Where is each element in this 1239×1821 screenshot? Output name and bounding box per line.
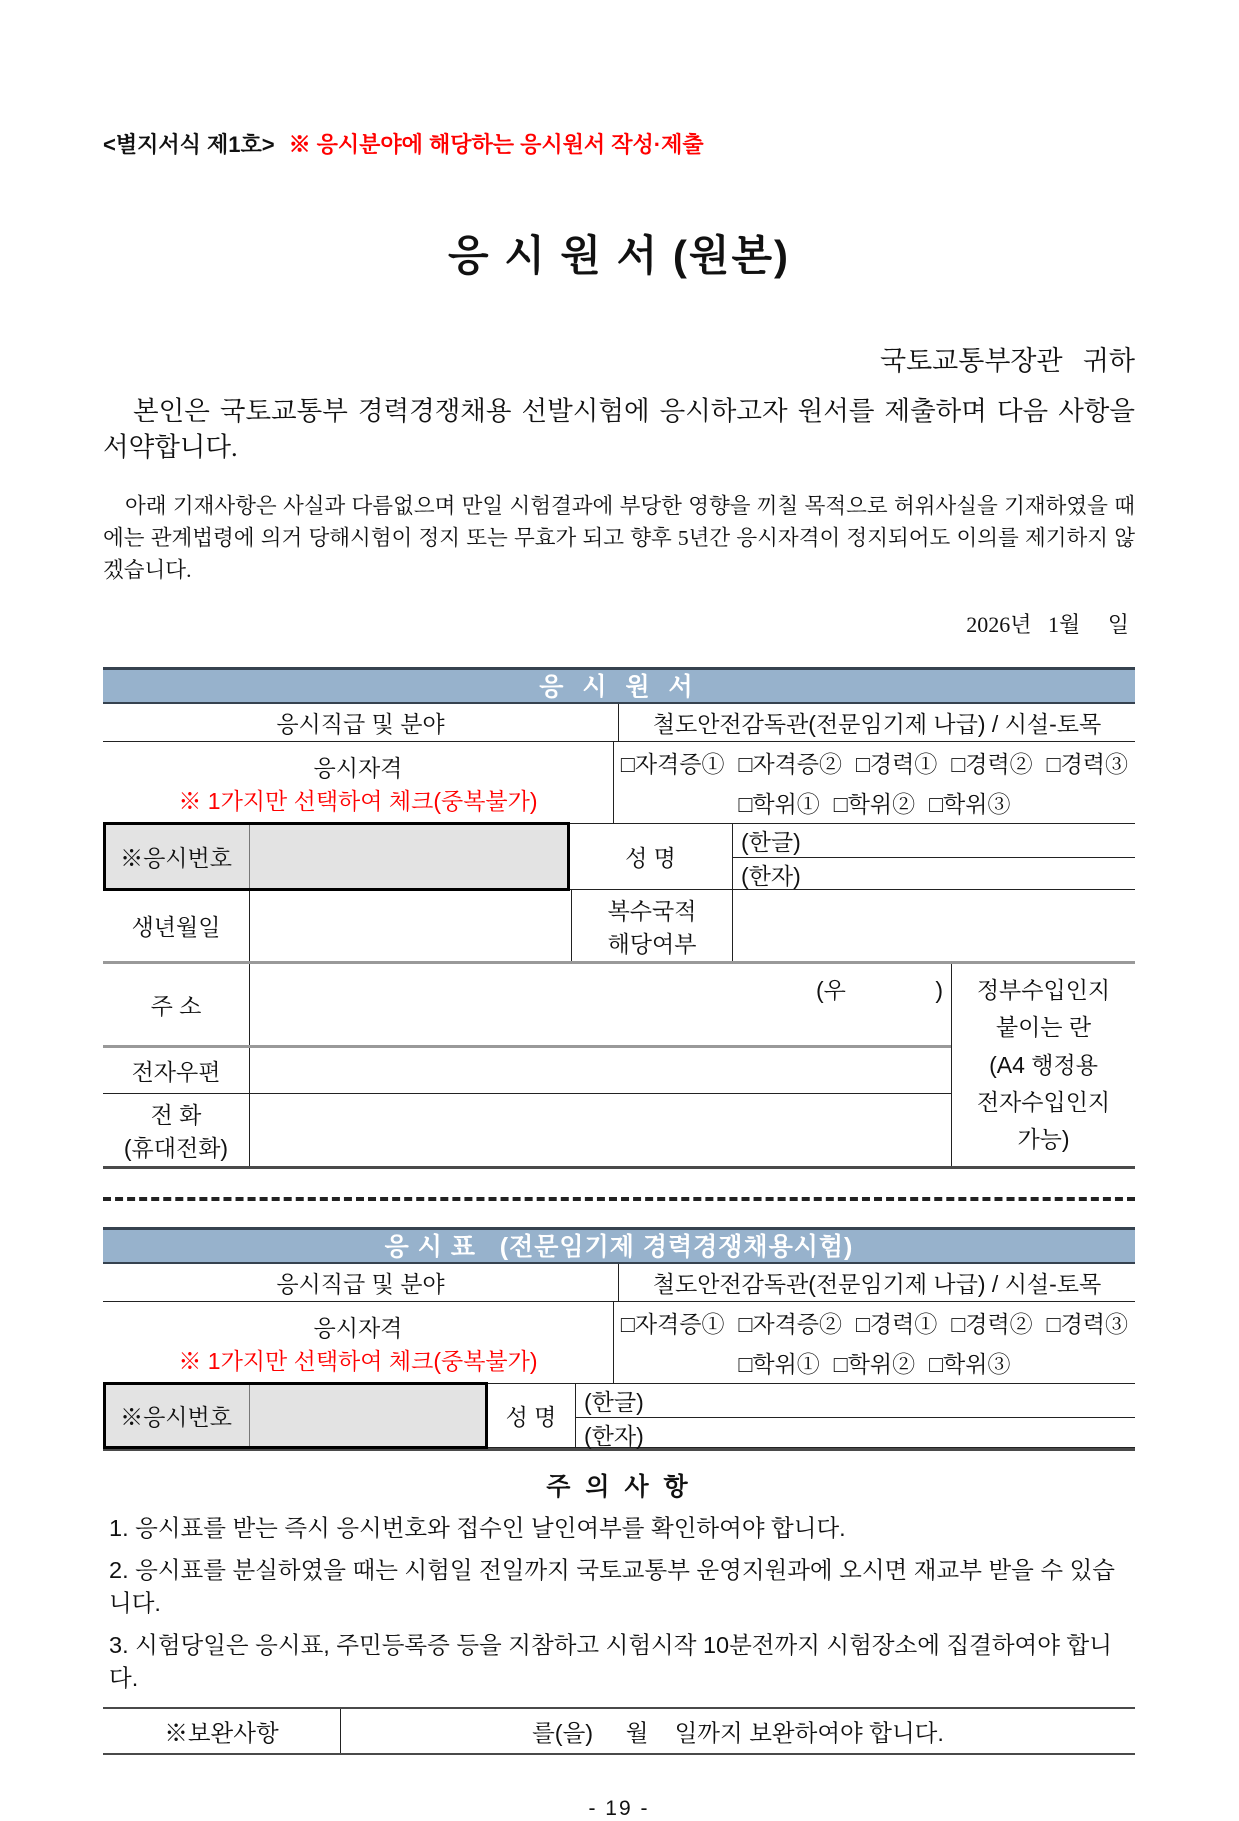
- caution-item-1: 1. 응시표를 받는 즉시 응시번호와 접수인 날인여부를 확인하여야 합니다.: [109, 1515, 846, 1542]
- ticket-table-title: 응 시 표 (전문임기제 경력경쟁채용시험): [103, 1227, 1135, 1264]
- dual-nationality-label: 복수국적 해당여부: [572, 890, 733, 961]
- ticket-degree2-checkbox[interactable]: □학위②: [833, 1351, 916, 1378]
- date-line: 2026년 1월 일: [966, 612, 1129, 638]
- ticket-name-hangul-input[interactable]: (한글): [576, 1384, 1135, 1418]
- app-cert1-checkbox[interactable]: □자격증①: [620, 751, 725, 778]
- contact-block: [103, 964, 1135, 1166]
- ticket-name-label: 성 명: [487, 1384, 576, 1447]
- postal-code-label: (우 ): [816, 977, 943, 1004]
- phone-input[interactable]: [250, 1094, 951, 1166]
- page-number: - 19 -: [588, 1796, 650, 1820]
- supplement-value[interactable]: 를(을) 월 일까지 보완하여야 합니다.: [532, 1719, 944, 1746]
- ticket-exam-number-label: ※응시번호: [103, 1384, 250, 1447]
- position-label: 응시직급 및 분야: [103, 704, 619, 741]
- cut-line: [103, 1197, 1135, 1201]
- ticket-career3-checkbox[interactable]: □경력③: [1046, 1311, 1128, 1338]
- ticket-qualification-options-cell: [614, 1302, 1135, 1383]
- ticket-name-hanja-input[interactable]: (한자): [584, 1423, 644, 1450]
- ticket-degree3-checkbox[interactable]: □학위③: [929, 1351, 1011, 1378]
- ticket-position-row: [103, 1264, 1135, 1302]
- app-career1-checkbox[interactable]: □경력①: [856, 751, 938, 778]
- app-degree3-checkbox[interactable]: □학위③: [929, 791, 1011, 818]
- app-degree2-checkbox[interactable]: □학위②: [833, 791, 916, 818]
- address-row: [103, 964, 951, 1048]
- application-table-title: 응 시 원 서: [103, 667, 1135, 704]
- app-career2-checkbox[interactable]: □경력②: [951, 751, 1033, 778]
- form-number-label: <별지서식 제1호>: [103, 132, 275, 157]
- ticket-position-value: 철도안전감독관(전문임기제 나급) / 시설-토목: [652, 1271, 1102, 1298]
- ticket-qualification-label: 응시자격: [313, 1314, 403, 1341]
- ticket-degree1-checkbox[interactable]: □학위①: [738, 1351, 820, 1378]
- supplement-label: ※보완사항: [103, 1709, 341, 1753]
- birth-date-label: 생년월일: [103, 890, 250, 961]
- name-hanja-input[interactable]: (한자): [741, 863, 801, 890]
- address-label: 주 소: [103, 964, 250, 1045]
- ticket-name-value-cell: [576, 1384, 1135, 1450]
- name-label: 성 명: [569, 824, 733, 889]
- ticket-qualification-note: ※ 1가지만 선택하여 체크(중복불가): [178, 1347, 538, 1374]
- ticket-qualification-row: [103, 1302, 1135, 1384]
- form-header: [103, 128, 1135, 159]
- qualification-note: ※ 1가지만 선택하여 체크(중복불가): [178, 787, 538, 814]
- ticket-career1-checkbox[interactable]: □경력①: [856, 1311, 938, 1338]
- exam-ticket-table: [103, 1227, 1135, 1451]
- qualification-label: 응시자격: [313, 754, 403, 781]
- name-hangul-input[interactable]: (한글): [733, 824, 1135, 858]
- dual-nationality-input[interactable]: [733, 890, 1135, 961]
- exam-number-label: ※응시번호: [103, 824, 250, 889]
- caution-item-3: 3. 시험당일은 응시표, 주민등록증 등을 지참하고 시험시작 10분전까지 시험장소에 집결하여야 합니다.: [109, 1631, 1112, 1691]
- ticket-position-label: 응시직급 및 분야: [103, 1264, 619, 1301]
- address-input[interactable]: [250, 964, 951, 1045]
- birth-date-input[interactable]: [250, 890, 572, 961]
- position-value: 철도안전감독관(전문임기제 나급) / 시설-토목: [652, 711, 1102, 738]
- ticket-exam-number-input[interactable]: [250, 1384, 487, 1447]
- application-form-table: [103, 667, 1135, 1169]
- ticket-cert1-checkbox[interactable]: □자격증①: [620, 1311, 725, 1338]
- qualification-label-cell: [103, 742, 614, 823]
- app-career3-checkbox[interactable]: □경력③: [1046, 751, 1128, 778]
- supplement-row: [103, 1707, 1135, 1755]
- revenue-stamp-area: 정부수입인지 붙이는 란 (A4 행정용 전자수입인지 가능): [951, 964, 1135, 1166]
- declaration-paragraph: 아래 기재사항은 사실과 다름없으며 만일 시험결과에 부당한 영향을 끼칠 목적으로 허위사실을 기재하였을 때에는 관계법령에 의거 당해시험이 정지 또는 무효가 되고 향후 5년간 응시자격이 정지되어도 이의를 제기하지 않겠습니다.: [103, 493, 1135, 583]
- cautions-title: 주 의 사 항: [546, 1473, 692, 1502]
- birth-nationality-row: [103, 890, 1135, 964]
- qualification-row: [103, 742, 1135, 824]
- page-title: 응 시 원 서 (원본): [447, 232, 791, 279]
- phone-label: 전 화 (휴대전화): [103, 1094, 250, 1166]
- ticket-qualification-label-cell: [103, 1302, 614, 1383]
- pledge-paragraph: 본인은 국토교통부 경력경쟁채용 선발시험에 응시하고자 원서를 제출하며 다음 사항을 서약합니다.: [103, 396, 1135, 462]
- exam-number-input[interactable]: [250, 824, 569, 889]
- exam-number-name-row: [103, 824, 1135, 890]
- app-degree1-checkbox[interactable]: □학위①: [738, 791, 820, 818]
- position-row: [103, 704, 1135, 742]
- app-cert2-checkbox[interactable]: □자격증②: [738, 751, 843, 778]
- email-label: 전자우편: [103, 1048, 250, 1093]
- ticket-exam-number-name-row: [103, 1384, 1135, 1448]
- addressee-line: 국토교통부장관 귀하: [880, 346, 1135, 376]
- name-value-cell: [733, 824, 1135, 889]
- ticket-career2-checkbox[interactable]: □경력②: [951, 1311, 1033, 1338]
- phone-row: [103, 1094, 951, 1166]
- email-row: [103, 1048, 951, 1094]
- email-input[interactable]: [250, 1048, 951, 1093]
- ticket-cert2-checkbox[interactable]: □자격증②: [738, 1311, 843, 1338]
- caution-item-2: 2. 응시표를 분실하였을 때는 시험일 전일까지 국토교통부 운영지원과에 오시면 재교부 받을 수 있습니다.: [109, 1557, 1115, 1617]
- form-notice: ※ 응시분야에 해당하는 응시원서 작성·제출: [288, 132, 704, 157]
- qualification-options-cell: [614, 742, 1135, 823]
